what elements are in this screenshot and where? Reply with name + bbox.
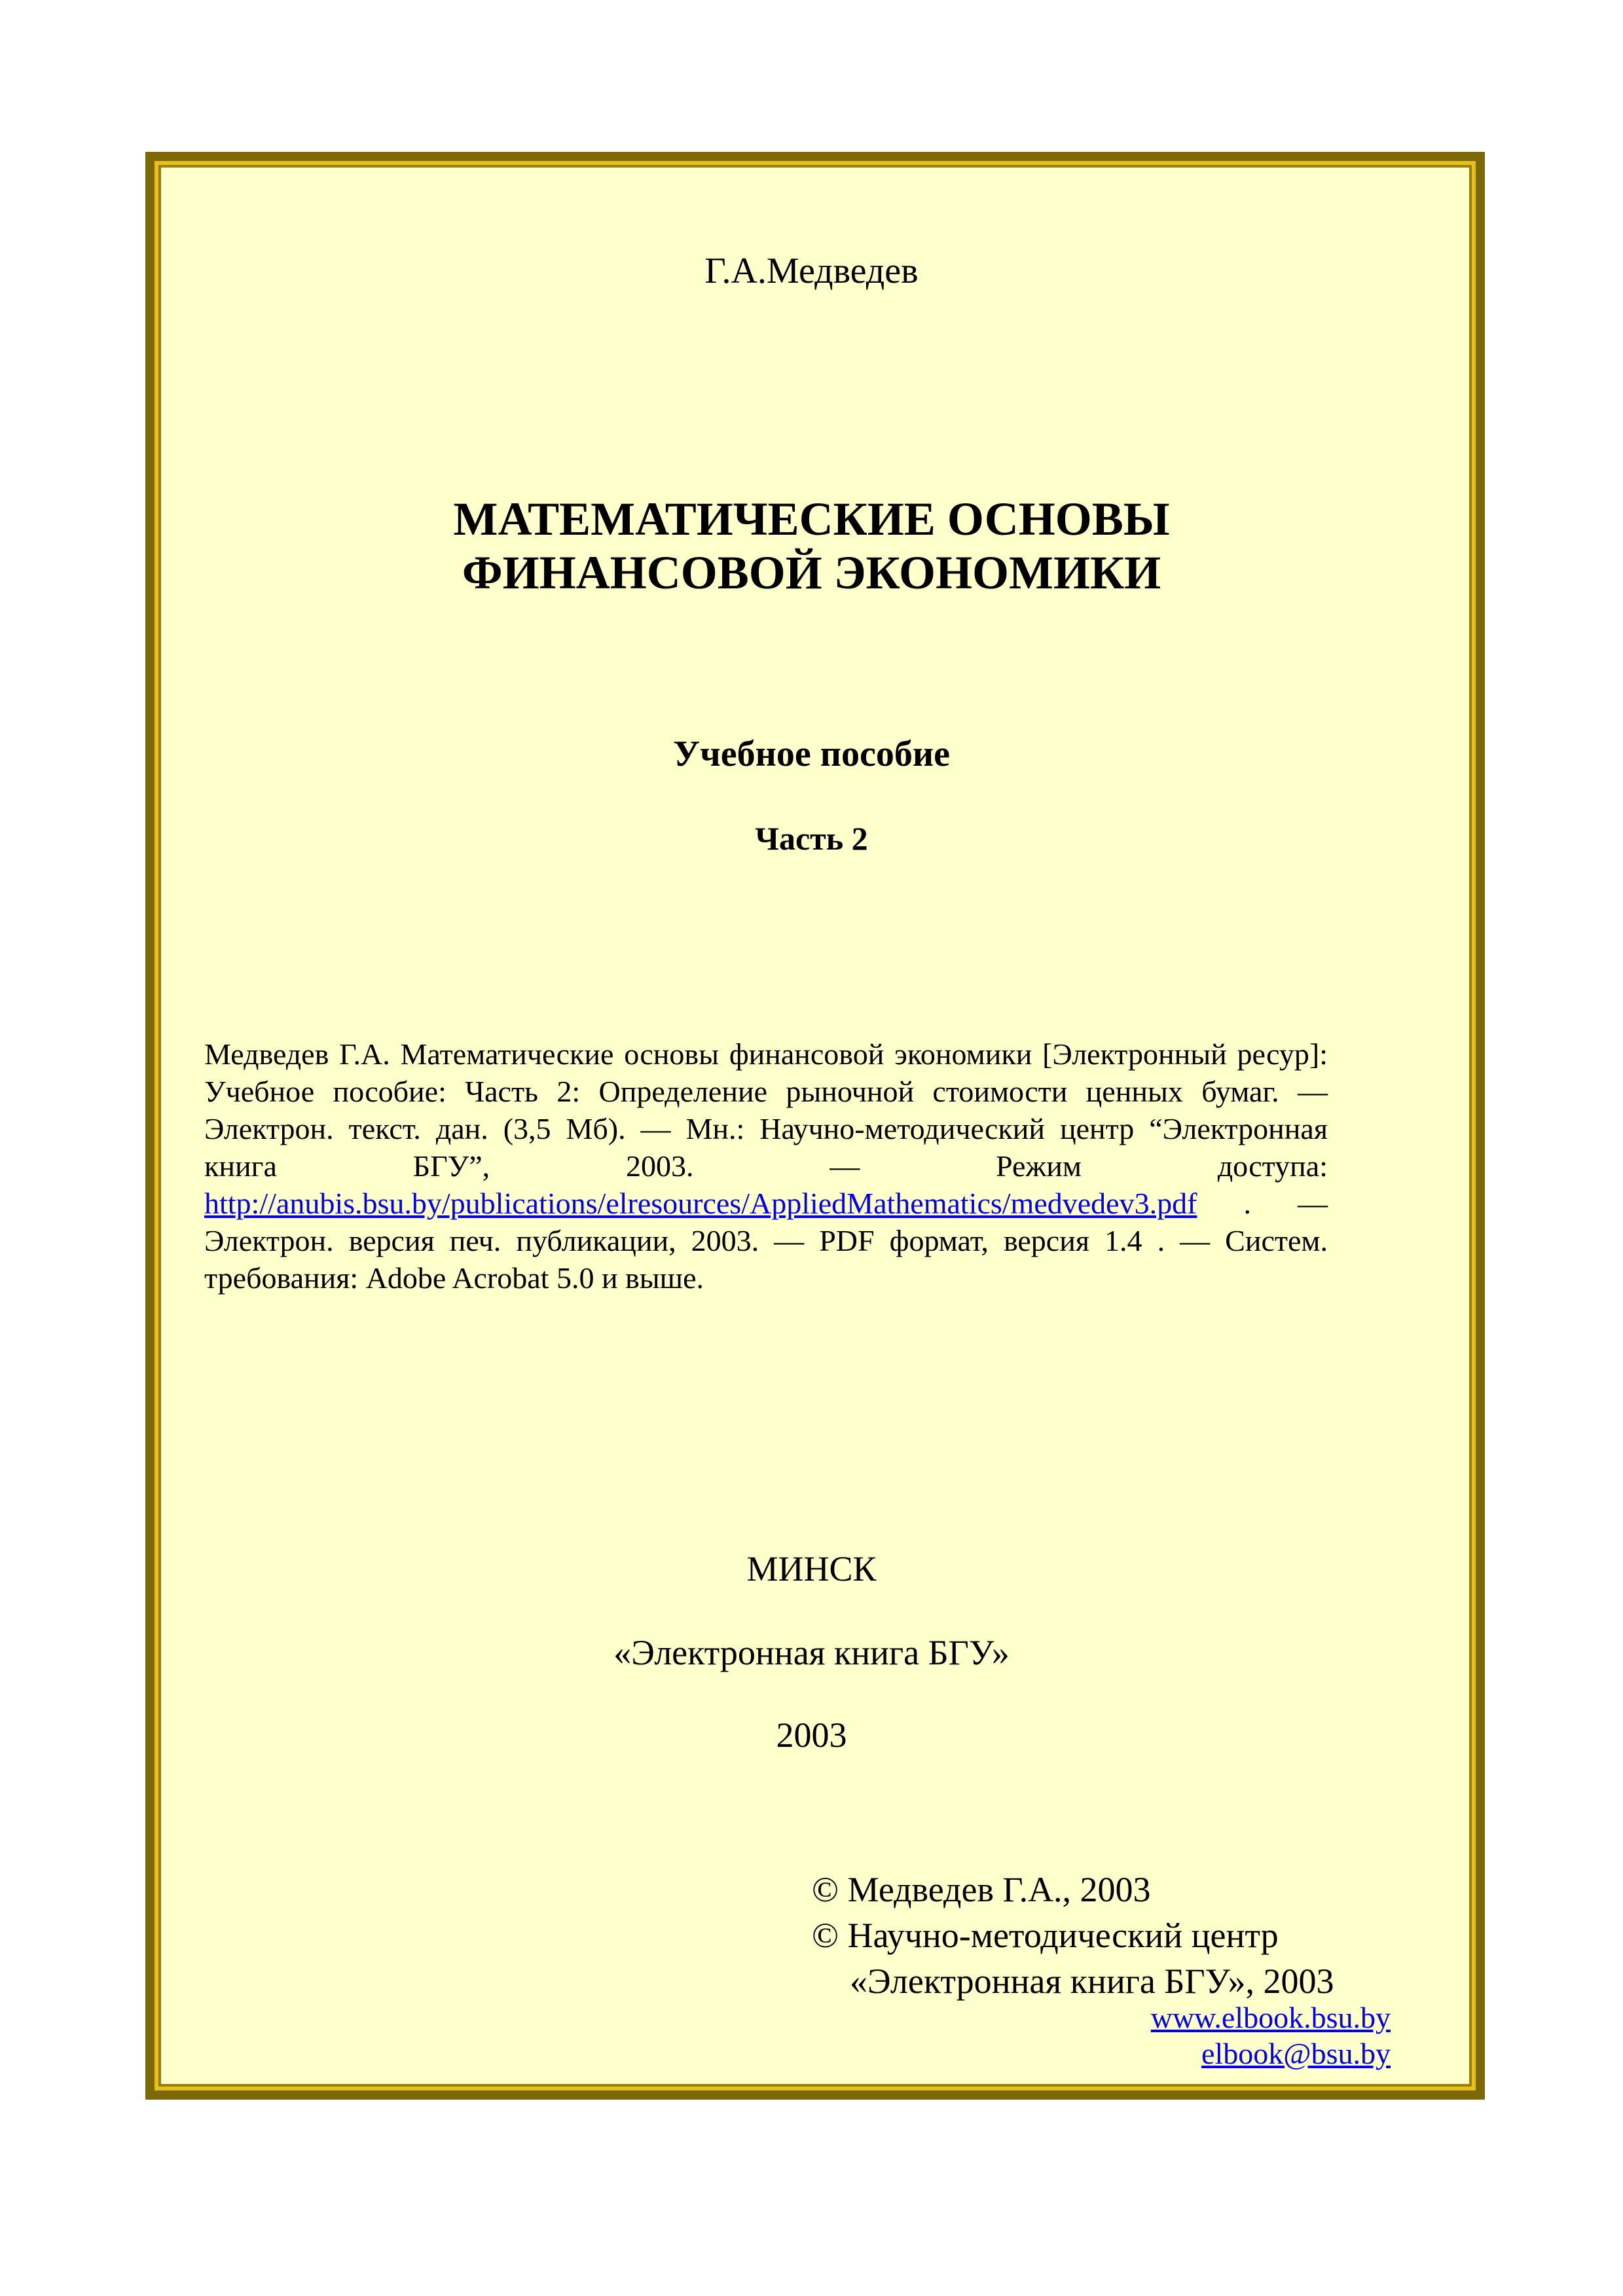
imprint-city: МИНСК [746, 1549, 877, 1588]
copyright-block [812, 1867, 1401, 2004]
copyright-center: © Научно-методический центр [812, 1916, 1279, 1955]
citation-link[interactable]: http://anubis.bsu.by/publications/elresources/AppliedMathematics/medvedev3.pdf [204, 1187, 1197, 1220]
copyright-center-name: «Электронная книга БГУ», 2003 [850, 1962, 1334, 2001]
book-title-line-2: ФИНАНСОВОЙ ЭКОНОМИКИ [462, 547, 1161, 599]
book-part: Часть 2 [755, 820, 868, 857]
book-title [0, 492, 1623, 600]
website-link[interactable]: www.elbook.bsu.by [1150, 2001, 1391, 2034]
copyright-author: © Медведев Г.А., 2003 [812, 1870, 1151, 1909]
bibliographic-citation [204, 1035, 1328, 1297]
book-title-line-1: МАТЕМАТИЧЕСКИЕ ОСНОВЫ [453, 493, 1170, 545]
author-name: Г.А.Медведев [704, 251, 919, 291]
imprint-year: 2003 [776, 1715, 847, 1755]
book-subtitle: Учебное пособие [673, 734, 950, 774]
citation-text-after-link: . — Электрон. версия печ. публикации, 2003. — PDF формат, версия 1.4 . — Систем. требования: Adobe Acrobat 5.0 и выше. [204, 1187, 1328, 1295]
citation-text-before-link: Медведев Г.А. Математические основы финансовой экономики [Электронный ресур]: Учебное пособие: Часть 2: Определение рыночной стоимости ценных бумаг. — Электрон. текст. дан. (3,5 Мб). — Мн.: Научно-методический центр “Электронная книга БГУ”, 2003. — Режим доступа: [204, 1037, 1328, 1183]
email-link[interactable]: elbook@bsu.by [1201, 2037, 1391, 2070]
contact-links [851, 2000, 1391, 2072]
imprint-publisher: «Электронная книга БГУ» [613, 1633, 1010, 1672]
